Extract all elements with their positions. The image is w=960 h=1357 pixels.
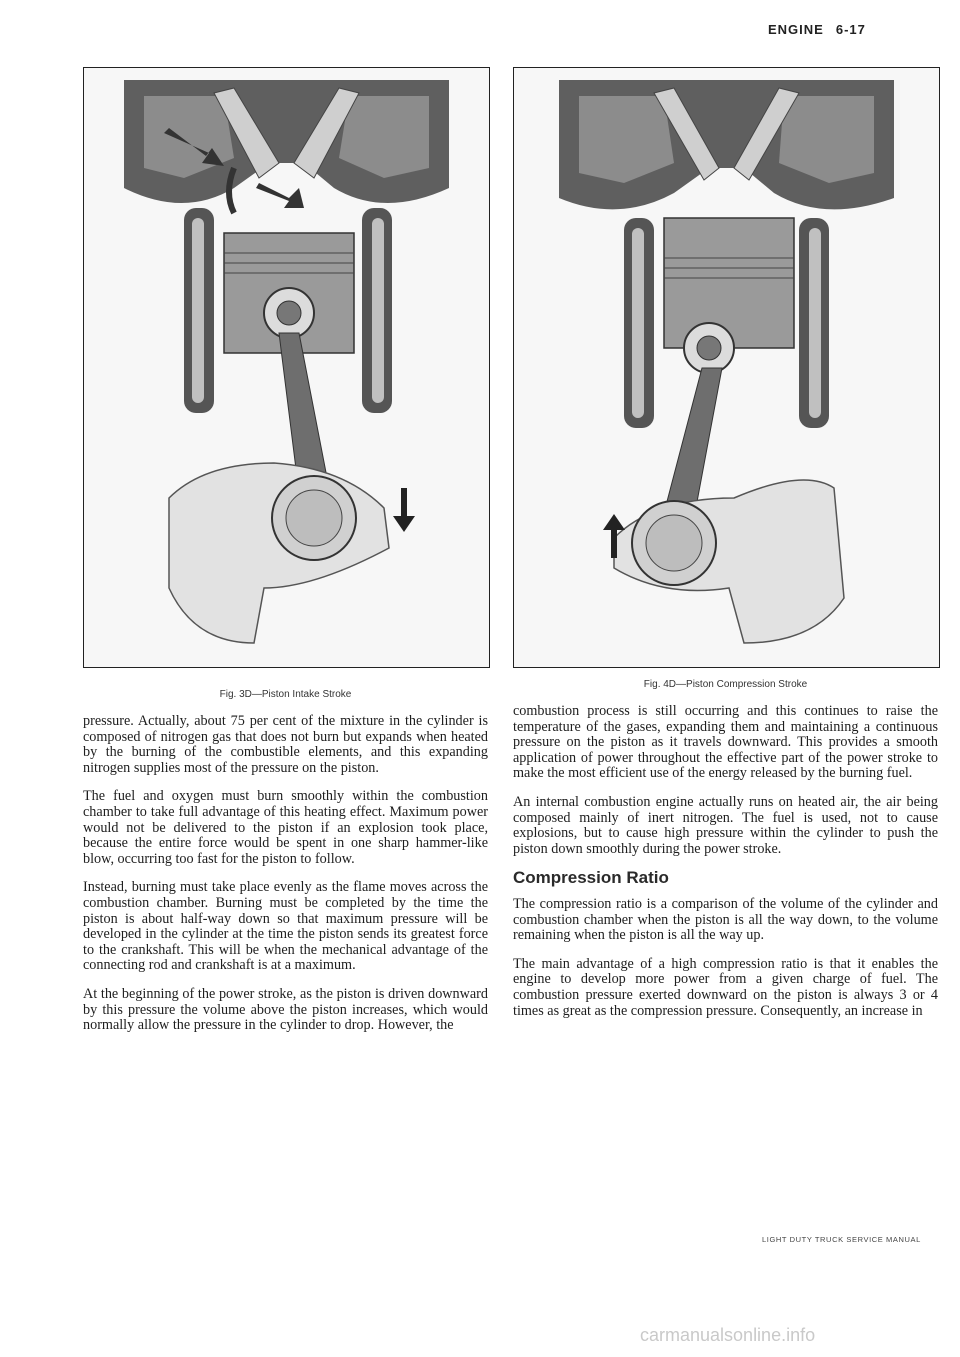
- piston-compression-illustration: [514, 68, 939, 667]
- footer-manual-title: LIGHT DUTY TRUCK SERVICE MANUAL: [762, 1235, 921, 1244]
- watermark: carmanualsonline.info: [640, 1325, 816, 1345]
- paragraph: At the beginning of the power stroke, as the piston is driven downward by this pressure the volume above the piston increases, which would normally allow the pressure in the cylinder to drop. However, the: [83, 985, 488, 1034]
- paragraph: pressure. Actually, about 75 per cent of the mixture in the cylinder is composed of nitrogen gas that does not burn but expands when heated by the burning of the combustible elements, and this expanding nitrogen supplies most of the pressure on the piston.: [83, 713, 488, 776]
- figure-compression-stroke: [513, 67, 940, 668]
- left-text-column: [83, 714, 488, 1047]
- piston-intake-illustration: [84, 68, 489, 667]
- paragraph: combustion process is still occurring and this continues to raise the temperature of the gases, expanding them and maintaining a continuous pressure on the piston as it travels downward. This provides a smooth application of power throughout the effective part of the power stroke to make the most efficient use of the energy released by the burning fuel.: [513, 703, 938, 782]
- figure-caption-right: Fig. 4D—Piston Compression Stroke: [643, 679, 808, 690]
- section-title: ENGINE: [768, 22, 824, 37]
- page-header: [768, 22, 938, 37]
- section-heading: Compression Ratio: [513, 868, 669, 888]
- paragraph: The main advantage of a high compression ratio is that it enables the engine to develop more power from a given charge of fuel. The combustion pressure exerted downward on the piston is always 3 or 4 times as great as the compression pressure. Consequently, an increase in: [513, 955, 938, 1019]
- right-text-column: [513, 704, 938, 1032]
- paragraph: The compression ratio is a comparison of the volume of the cylinder and combustion chamber when the piston is all the way down, to the volume remaining when the piston is all the way up.: [513, 895, 938, 944]
- paragraph: The fuel and oxygen must burn smoothly within the combustion chamber to take full advantage of this heating effect. Maximum power would not be delivered to the piston if an explosion took place, because the entire force would be spent in one sharp hammer-like blow, occurring too fast for the piston to follow.: [83, 788, 488, 867]
- paragraph: An internal combustion engine actually runs on heated air, the air being composed mainly of inert nitrogen. The fuel is used, not to cause explosions, but to cause high pressure within the cylinder to push the piston down smoothly during the power stroke.: [513, 793, 938, 857]
- paragraph: Instead, burning must take place evenly as the flame moves across the combustion chamber. Burning must be completed by the time the piston is about half-way down so that maximum pressure will be developed in the cylinder at the time the piston sends its greatest force to the crankshaft. This will be when the mechanical advantage of the connecting rod and crankshaft is at a maximum.: [83, 879, 488, 974]
- page-number: 6-17: [835, 22, 866, 37]
- figure-intake-stroke: [83, 67, 490, 668]
- figure-caption-left: Fig. 3D—Piston Intake Stroke: [219, 689, 352, 700]
